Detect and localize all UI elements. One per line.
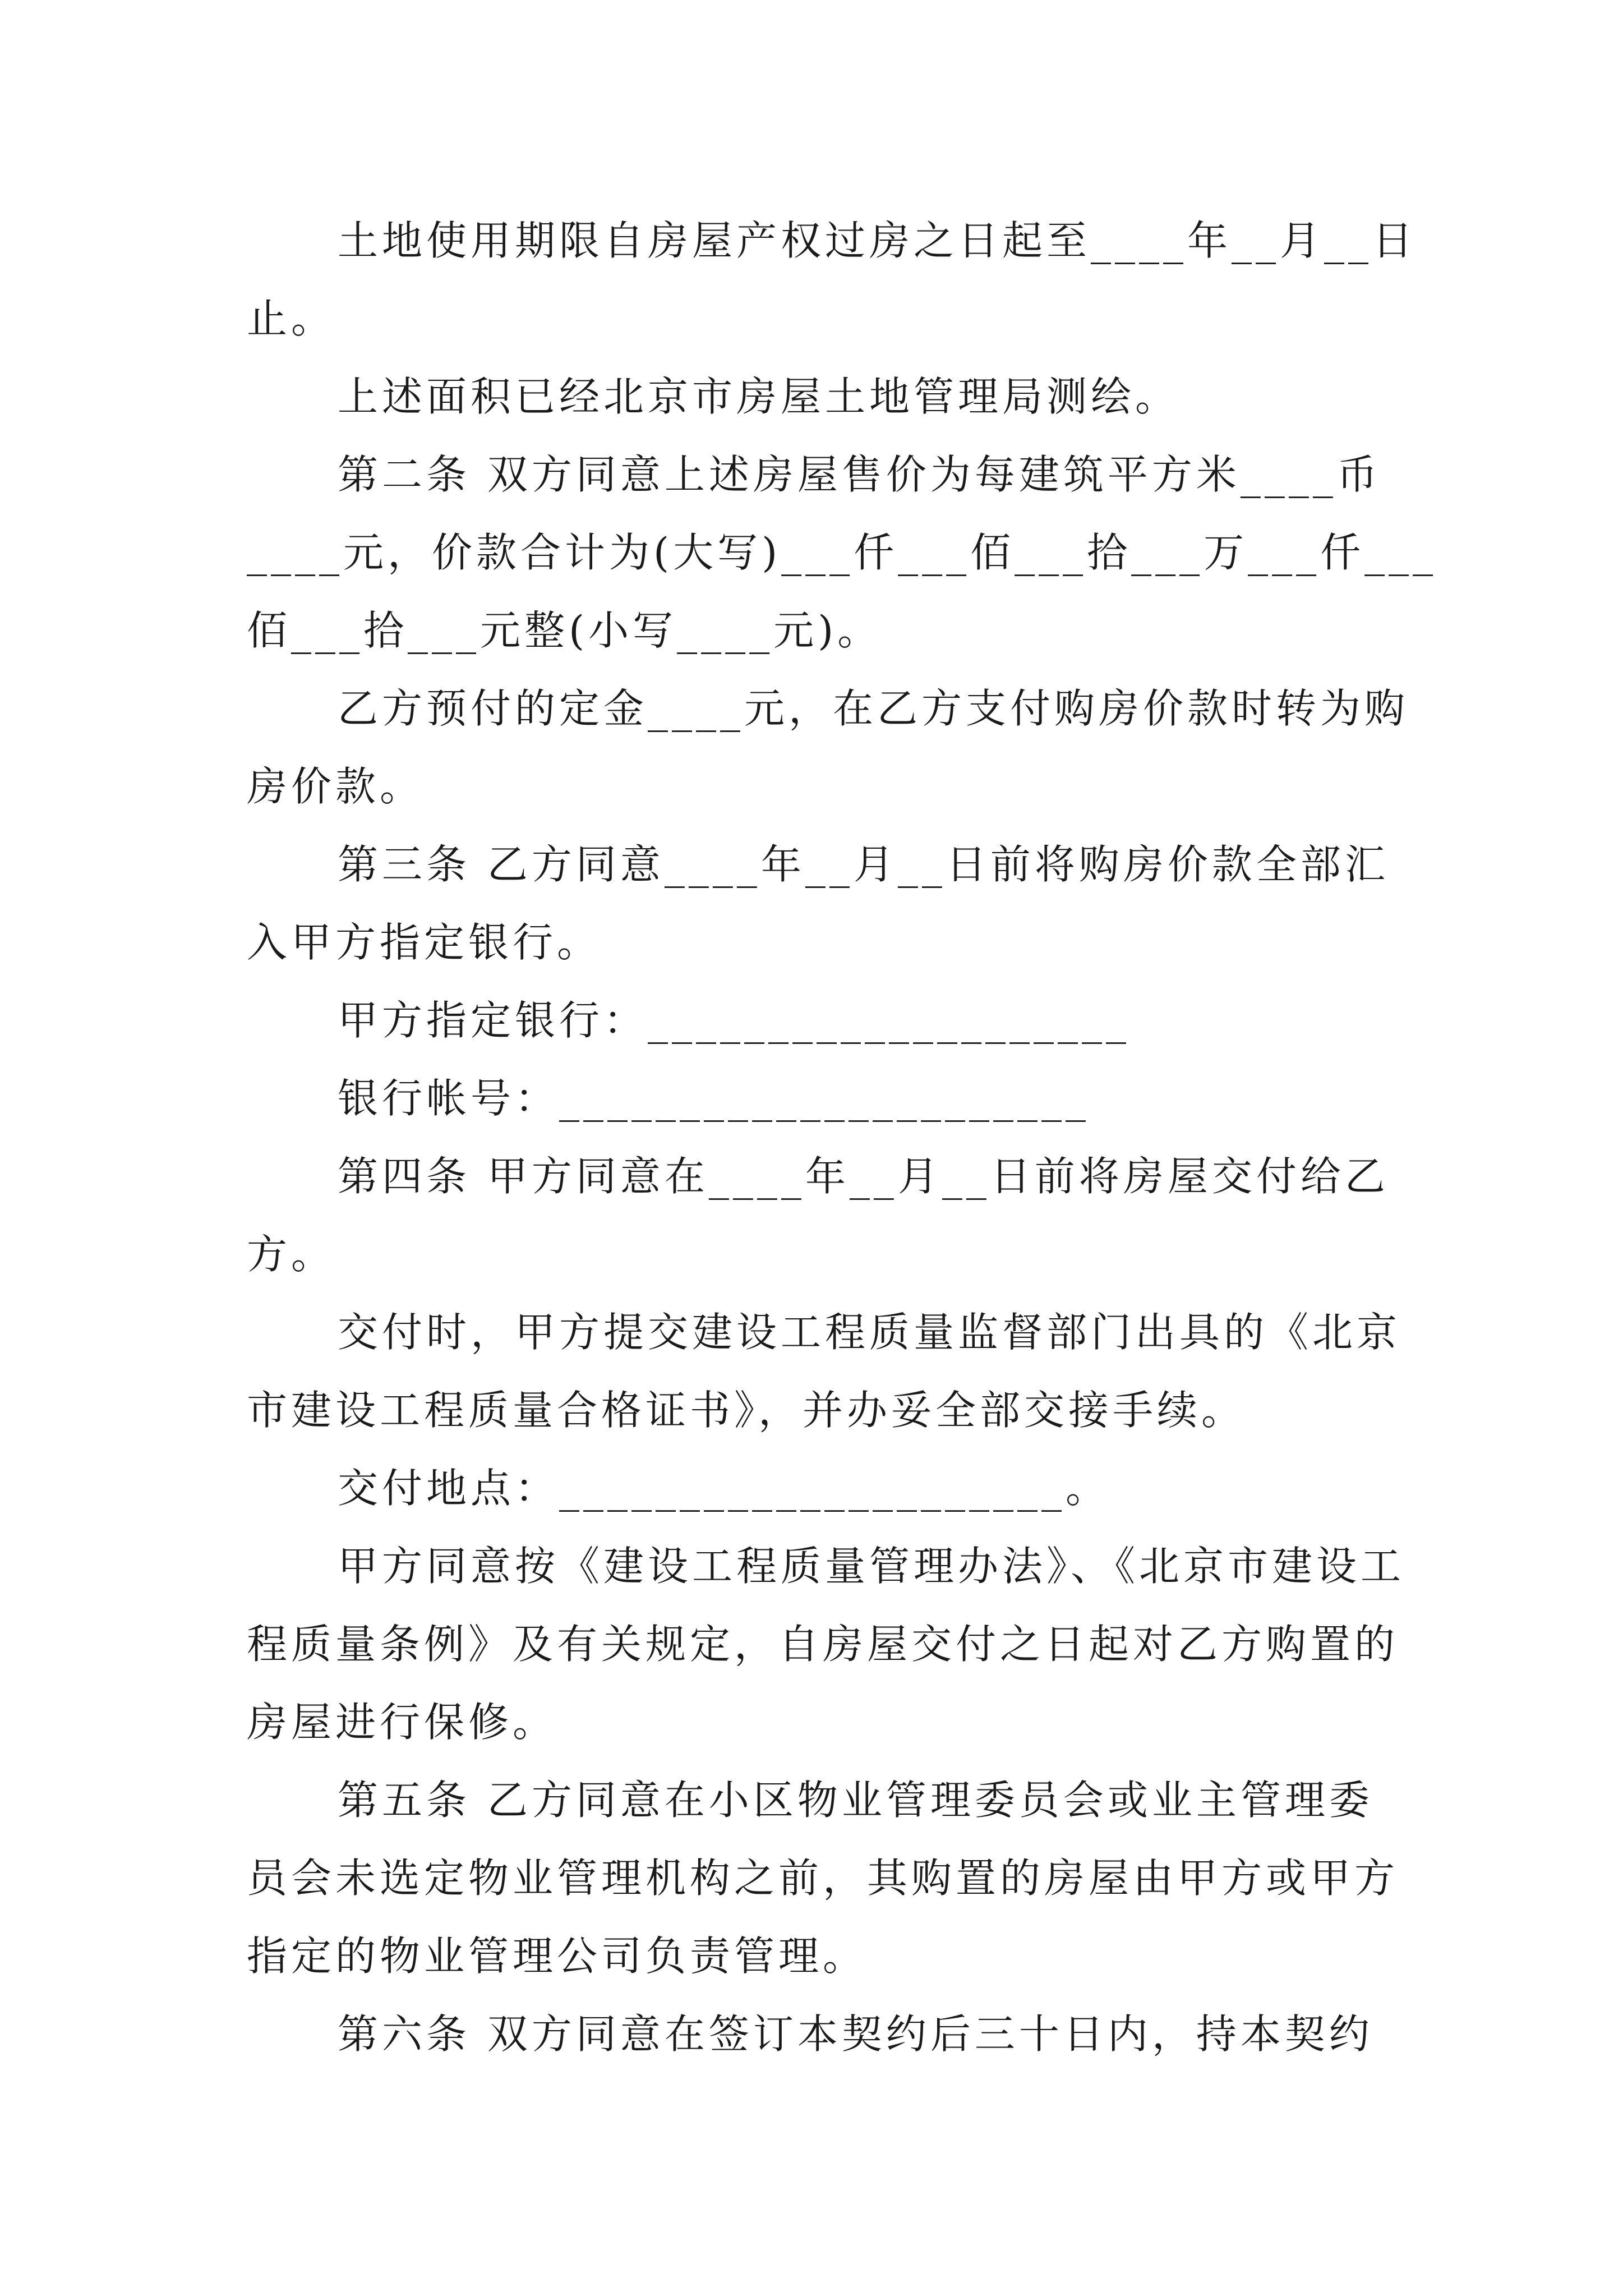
article-4-delivery: 第四条 甲方同意在____年__月__日前将房屋交付给乙 xyxy=(338,1153,1389,1200)
designated-bank-field: 甲方指定银行：____________________ xyxy=(338,997,1131,1044)
paragraph-warranty: 甲方同意按《建设工程质量管理办法》、《北京市建设工 xyxy=(338,1543,1405,1590)
article-5-property-management-cont-1: 员会未选定物业管理机构之前，其购置的房屋由甲方或甲方 xyxy=(247,1855,1399,1902)
article-6-registration: 第六条 双方同意在签订本契约后三十日内，持本契约 xyxy=(338,2010,1373,2058)
article-5-property-management: 第五条 乙方同意在小区物业管理委员会或业主管理委 xyxy=(338,1777,1373,1824)
article-2-price: 第二条 双方同意上述房屋售价为每建筑平方米____币 xyxy=(338,451,1381,498)
paragraph-deposit-cont: 房价款。 xyxy=(247,763,425,810)
paragraph-land-use-term-cont: 止。 xyxy=(247,295,336,342)
delivery-location-field: 交付地点：_____________________。 xyxy=(338,1465,1110,1512)
paragraph-delivery-certificate-cont: 市建设工程质量合格证书》，并办妥全部交接手续。 xyxy=(247,1387,1246,1434)
paragraph-delivery-certificate: 交付时，甲方提交建设工程质量监督部门出具的《北京 xyxy=(338,1309,1401,1356)
article-2-price-cont-1: ____元，价款合计为(大写)___仟___佰___拾___万___仟___ xyxy=(247,529,1437,576)
bank-account-field: 银行帐号：______________________ xyxy=(338,1075,1090,1122)
article-3-payment: 第三条 乙方同意____年__月__日前将购房价款全部汇 xyxy=(338,841,1389,888)
article-5-property-management-cont-2: 指定的物业管理公司负责管理。 xyxy=(247,1932,868,1980)
paragraph-deposit: 乙方预付的定金____元，在乙方支付购房价款时转为购 xyxy=(338,685,1409,732)
paragraph-warranty-cont-2: 房屋进行保修。 xyxy=(247,1699,557,1746)
paragraph-area-survey: 上述面积已经北京市房屋土地管理局测绘。 xyxy=(338,373,1180,420)
article-2-price-cont-2: 佰___拾___元整(小写____元)。 xyxy=(247,607,882,654)
document-page xyxy=(247,202,1437,2073)
paragraph-warranty-cont-1: 程质量条例》及有关规定，自房屋交付之日起对乙方购置的 xyxy=(247,1621,1399,1668)
article-3-payment-cont: 入甲方指定银行。 xyxy=(247,919,602,966)
article-4-delivery-cont: 方。 xyxy=(247,1231,336,1278)
paragraph-land-use-term: 土地使用期限自房屋产权过房之日起至____年__月__日 xyxy=(338,217,1417,264)
